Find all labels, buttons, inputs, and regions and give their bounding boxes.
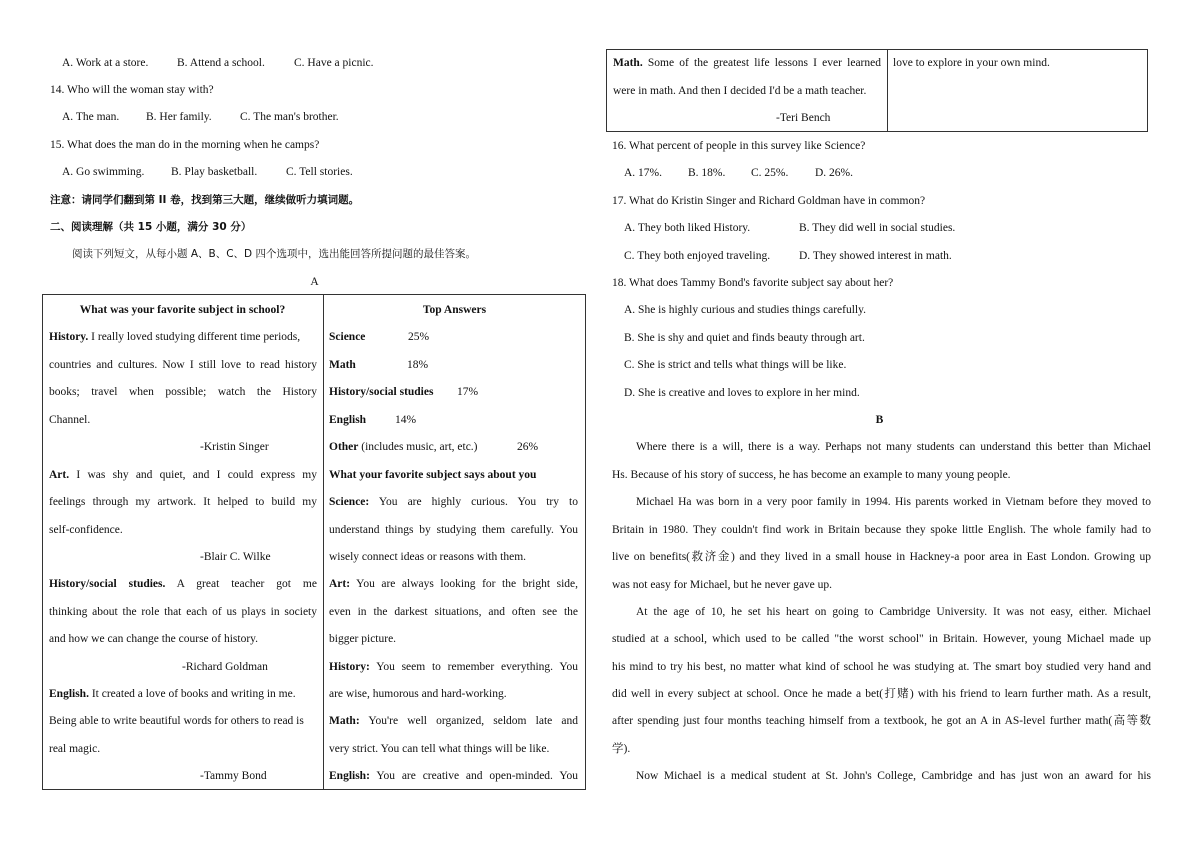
passage-b-label: B — [875, 414, 884, 426]
passage-b-line-11: after spending just four months teaching himself from a textbook, he got an A in AS-level further math(高等数 — [612, 715, 1151, 727]
math-line-1 — [329, 714, 578, 728]
art2-text-3: bigger picture. — [329, 633, 397, 645]
art-entry-line-1 — [49, 468, 317, 482]
q16-option-b: B. 18%. — [688, 167, 726, 179]
eng2-line-1 — [329, 769, 578, 783]
english-label: English. — [49, 688, 89, 700]
question-15: 15. What does the man do in the morning when he camps? — [50, 139, 320, 151]
passage-b-line-3: Michael Ha was born in a very poor family in 1994. His parents worked in Vietnam before they moved to — [636, 496, 1151, 508]
answer-other-value: 26% — [517, 441, 539, 453]
passage-b-line-13: Now Michael is a medical student at St. John's College, Cambridge and has just won an award for his — [636, 770, 1151, 782]
art-text-2: feelings through my artwork. It helped to build my — [49, 496, 317, 508]
q14-option-b: B. Her family. — [146, 111, 212, 123]
q15-option-c: C. Tell stories. — [286, 166, 353, 178]
math-label: Math: — [329, 715, 360, 727]
table-divider — [323, 294, 324, 790]
english-author: -Tammy Bond — [200, 770, 267, 782]
passage-b-line-5: live on benefits(救济金) and they lived in a small house in Hackney-a poor area in East London. Growing up — [612, 551, 1151, 563]
q15-option-b: B. Play basketball. — [171, 166, 258, 178]
art2-text-1: You are always looking for the bright side, — [350, 578, 578, 590]
hs-entry-line-1 — [49, 577, 317, 591]
notice-text: 注意：请同学们翻到第 II 卷，找到第三大题，继续做听力填词题。 — [50, 194, 360, 206]
art-text-1: I was shy and quiet, and I could express my — [69, 469, 317, 481]
answer-history-label: History/social studies — [329, 386, 434, 398]
history-author: -Kristin Singer — [200, 441, 269, 453]
hs-text-2: thinking about the role that each of us plays in society — [49, 606, 317, 618]
answer-english-value: 14% — [395, 414, 417, 426]
q13-option-c: C. Have a picnic. — [294, 57, 374, 69]
teri-math-text-1: Some of the greatest life lessons I ever learned — [642, 57, 881, 69]
right-header: Top Answers — [422, 304, 487, 316]
q18-option-b: B. She is shy and quiet and finds beauty through art. — [624, 332, 865, 344]
says-header: What your favorite subject says about you — [329, 469, 537, 481]
question-14: 14. Who will the woman stay with? — [50, 84, 214, 96]
passage-b-line-7: At the age of 10, he set his heart on going to Cambridge University. It was not easy, either. Michael — [636, 606, 1151, 618]
history-label: History. — [49, 331, 89, 343]
passage-b-line-8: studied at a school, which used to be called "the worst school" in Britain. However, young Michael made up — [612, 633, 1151, 645]
passage-b-line-2: Hs. Because of his story of success, he has become an example to many young people. — [612, 469, 1011, 481]
sci-text-3: wisely connect ideas or reasons with them. — [329, 551, 527, 563]
teri-math-text-2: were in math. And then I decided I'd be a math teacher. — [613, 85, 867, 97]
history-text-1: I really loved studying different time periods, — [88, 331, 301, 343]
hist-text-2: are wise, humorous and hard-working. — [329, 688, 507, 700]
history-text-3: books; travel when possible; watch the History — [49, 386, 317, 398]
answer-science-value: 25% — [408, 331, 430, 343]
hs-label: History/social studies. — [49, 578, 166, 590]
answer-other-label: Other — [329, 441, 359, 453]
art-text-3: self-confidence. — [49, 524, 123, 536]
question-17: 17. What do Kristin Singer and Richard Goldman have in common? — [612, 195, 926, 207]
q13-option-b: B. Attend a school. — [177, 57, 265, 69]
hs-text-1: A great teacher got me — [165, 578, 317, 590]
q15-option-a: A. Go swimming. — [62, 166, 145, 178]
art-label: Art. — [49, 469, 70, 481]
sci-line-1 — [329, 495, 578, 509]
q17-option-d: D. They showed interest in math. — [799, 250, 952, 262]
section-title: 二、阅读理解（共 15 小题，满分 30 分） — [50, 221, 252, 233]
answer-other-line — [329, 440, 478, 454]
answer-other-note: (includes music, art, etc.) — [358, 441, 478, 453]
q18-option-c: C. She is strict and tells what things will be like. — [624, 359, 847, 371]
art-author: -Blair C. Wilke — [200, 551, 271, 563]
eng2-text-1: You are creative and open-minded. You — [369, 770, 578, 782]
sci-label: Science: — [329, 496, 370, 508]
passage-b-line-12: 学). — [612, 743, 631, 755]
q13-option-a: A. Work at a store. — [62, 57, 149, 69]
sci-text-2: understand things by studying them carefully. You — [329, 524, 578, 536]
passage-b-line-6: was not easy for Michael, but he never gave up. — [612, 579, 833, 591]
art2-text-2: even in the darkest situations, and often see the — [329, 606, 578, 618]
q17-option-b: B. They did well in social studies. — [799, 222, 956, 234]
answer-science-label: Science — [329, 331, 366, 343]
art2-label: Art: — [329, 578, 351, 590]
passage-a-label: A — [310, 276, 319, 288]
answer-math-value: 18% — [407, 359, 429, 371]
q17-option-c: C. They both enjoyed traveling. — [624, 250, 771, 262]
passage-b-line-10: did well in every subject at school. Once he made a bet(打赌) with his friend to learn further math. As a result, — [612, 688, 1151, 700]
english-entry-line-1 — [49, 687, 296, 701]
passage-b-line-4: Britain in 1980. They couldn't find work in Britain because they spoke little English. The whole family had to — [612, 524, 1151, 536]
history-text-2: countries and cultures. Now I still love to read history — [49, 359, 317, 371]
english-text-1: It created a love of books and writing in me. — [88, 688, 296, 700]
passage-b-line-9: his mind to try his best, no matter what kind of school he was studying at. The smart boy studied very hand and — [612, 661, 1151, 673]
q18-option-d: D. She is creative and loves to explore in her mind. — [624, 387, 860, 399]
instruction-text: 阅读下列短文，从每小题 A、B、C、D 四个选项中，选出能回答所提问题的最佳答案。 — [72, 248, 476, 260]
answer-english-label: English — [329, 414, 367, 426]
eng2-label: English: — [329, 770, 370, 782]
question-18: 18. What does Tammy Bond's favorite subject say about her? — [612, 277, 894, 289]
q16-option-c: C. 25%. — [751, 167, 789, 179]
question-16: 16. What percent of people in this survey like Science? — [612, 140, 866, 152]
left-header: What was your favorite subject in school? — [79, 304, 286, 316]
answer-math-label: Math — [329, 359, 356, 371]
history-entry-line-1 — [49, 330, 300, 344]
passage-b-line-1: Where there is a will, there is a way. Perhaps not many students can understand this better than Michael — [636, 441, 1151, 453]
hist-label: History: — [329, 661, 370, 673]
hs-text-3: and how we can change the course of history. — [49, 633, 259, 645]
math-text-2: very strict. You can tell what things will be like. — [329, 743, 550, 755]
answer-history-value: 17% — [457, 386, 479, 398]
q14-option-c: C. The man's brother. — [240, 111, 339, 123]
history-text-4: Channel. — [49, 414, 91, 426]
english-continuation: love to explore in your own mind. — [893, 57, 1050, 69]
teri-math-label: Math. — [613, 57, 643, 69]
q16-option-a: A. 17%. — [624, 167, 663, 179]
math-text-1: You're well organized, seldom late and — [359, 715, 578, 727]
english-text-2: Being able to write beautiful words for others to read is — [49, 715, 304, 727]
art2-line-1 — [329, 577, 578, 591]
q16-option-d: D. 26%. — [815, 167, 854, 179]
q17-option-a: A. They both liked History. — [624, 222, 751, 234]
sci-text-1: You are highly curious. You try to — [369, 496, 578, 508]
teri-author: -Teri Bench — [776, 112, 831, 124]
english-text-3: real magic. — [49, 743, 101, 755]
hs-author: -Richard Goldman — [182, 661, 268, 673]
q14-option-a: A. The man. — [62, 111, 120, 123]
hist-text-1: You seem to remember everything. You — [369, 661, 578, 673]
math-entry-line-1 — [613, 56, 881, 70]
table-continuation-divider — [887, 49, 888, 132]
hist-line-1 — [329, 660, 578, 674]
q18-option-a: A. She is highly curious and studies things carefully. — [624, 304, 866, 316]
